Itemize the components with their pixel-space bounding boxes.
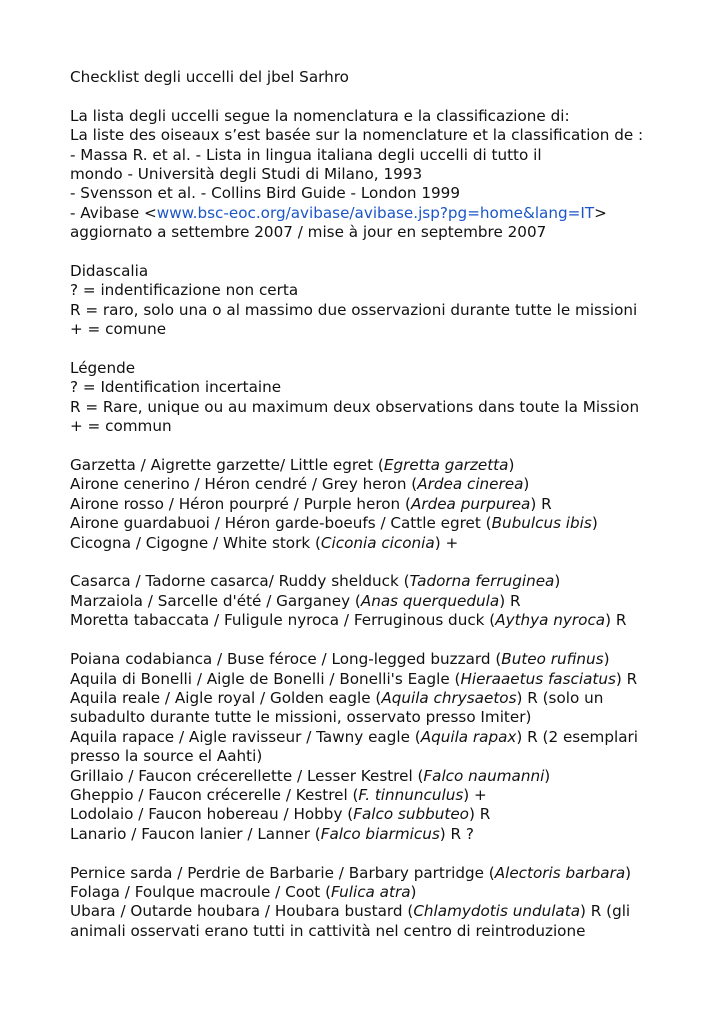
species-entry-continuation	[70, 922, 700, 941]
status-suffix: )	[523, 475, 530, 494]
common-names: Lanario / Faucon lanier / Lanner (	[70, 824, 321, 843]
species-entry-continuation	[70, 747, 700, 766]
scientific-name: Egretta garzetta	[383, 456, 509, 475]
status-suffix: )	[591, 514, 598, 533]
avibase-link[interactable]: www.bsc-eoc.org/avibase/avibase.jsp?pg=home&lang=IT	[156, 203, 595, 222]
intro-section	[70, 107, 700, 243]
species-entry	[70, 825, 700, 844]
species-entry	[70, 514, 700, 533]
spacer	[70, 437, 700, 456]
common-names: Lodolaio / Faucon hobereau / Hobby (	[70, 805, 354, 824]
legend-item: + = commun	[70, 417, 172, 436]
species-group-raptors	[70, 650, 700, 844]
scientific-name: Chlamydotis undulata	[413, 902, 581, 921]
legend-item: ? = indentificazione non certa	[70, 281, 299, 300]
common-names: Airone cenerino / Héron cendré / Grey heron (	[70, 475, 418, 494]
scientific-name: Bubulcus ibis	[491, 514, 592, 533]
status-suffix: ) +	[434, 533, 459, 552]
common-names: Airone rosso / Héron pourpré / Purple heron (	[70, 494, 411, 513]
spacer	[70, 243, 700, 262]
status-suffix: ) R	[468, 805, 491, 824]
spacer	[70, 87, 700, 106]
intro-line-it: La lista degli uccelli segue la nomenclatura e la classificazione di:	[70, 106, 570, 125]
scientific-name: Ciconia ciconia	[320, 533, 435, 552]
species-group-herons-storks	[70, 456, 700, 553]
status-suffix: ) R	[530, 494, 552, 513]
species-entry	[70, 728, 700, 747]
scientific-name: Aquila rapax	[420, 727, 517, 746]
scientific-name: Ardea cinerea	[417, 475, 524, 494]
scientific-name: Falco biarmicus	[320, 824, 440, 843]
spacer	[70, 340, 700, 359]
common-names: Aquila rapace / Aigle ravisseur / Tawny eagle (	[70, 727, 421, 746]
scientific-name: Hieraaetus fasciatus	[460, 669, 616, 688]
status-suffix: )	[625, 863, 632, 882]
species-entry	[70, 475, 700, 494]
status-suffix: ) R	[499, 591, 521, 610]
legend-item: R = raro, solo una o al massimo due osservazioni durante tutte le missioni	[70, 300, 638, 319]
common-names: Casarca / Tadorne casarca/ Ruddy shelduck (	[70, 572, 410, 591]
spacer	[70, 553, 700, 572]
legend-heading: Légende	[70, 359, 136, 378]
reference-massa-2: mondo - Università degli Studi di Milano, 1993	[70, 165, 423, 184]
species-entry	[70, 689, 700, 708]
common-names: Pernice sarda / Perdrie de Barbarie / Barbary partridge (	[70, 863, 495, 882]
species-entry	[70, 883, 700, 902]
scientific-name: Falco naumanni	[423, 766, 545, 785]
common-names: Ubara / Outarde houbara / Houbara bustard (	[70, 902, 414, 921]
common-names: Poiana codabianca / Buse féroce / Long-legged buzzard (	[70, 650, 502, 669]
legend-item: ? = Identification incertaine	[70, 378, 282, 397]
species-entry	[70, 786, 700, 805]
intro-line-fr: La liste des oiseaux s’est basée sur la nomenclature et la classification de :	[70, 126, 644, 145]
status-suffix: ) R ?	[439, 824, 474, 843]
status-suffix: ) R (gli	[580, 902, 631, 921]
scientific-name: Alectoris barbara	[494, 863, 626, 882]
legend-item: R = Rare, unique ou au maximum deux observations dans toute la Mission	[70, 397, 640, 416]
species-entry	[70, 611, 700, 630]
species-entry	[70, 864, 700, 883]
reference-massa-1: - Massa R. et al. - Lista in lingua italiana degli uccelli di tutto il	[70, 145, 542, 164]
scientific-name: Aquila chrysaetos	[381, 688, 517, 707]
common-names: Airone guardabuoi / Héron garde-boeufs / Cattle egret (	[70, 514, 492, 533]
common-names: animali osservati erano tutti in cattività nel centro di reintroduzione	[70, 921, 586, 940]
status-suffix: ) R (2 esemplari	[516, 727, 638, 746]
document-title: Checklist degli uccelli del jbel Sarhro	[70, 68, 349, 86]
status-suffix: )	[410, 882, 417, 901]
species-entry	[70, 572, 700, 591]
species-entry	[70, 592, 700, 611]
avibase-suffix: >	[594, 203, 607, 222]
common-names: Moretta tabaccata / Fuligule nyroca / Ferruginous duck (	[70, 611, 496, 630]
legend-heading: Didascalia	[70, 262, 149, 281]
common-names: Folaga / Foulque macroule / Coot (	[70, 882, 332, 901]
species-entry	[70, 670, 700, 689]
status-suffix: )	[603, 650, 610, 669]
scientific-name: Ardea purpurea	[410, 494, 531, 513]
status-suffix: ) R	[605, 611, 627, 630]
scientific-name: Buteo rufinus	[501, 650, 604, 669]
scientific-name: Tadorna ferruginea	[409, 572, 555, 591]
legend-italian	[70, 262, 700, 340]
scientific-name: Fulica atra	[331, 882, 411, 901]
update-date: aggiornato a settembre 2007 / mise à jour en septembre 2007	[70, 223, 547, 242]
avibase-prefix: - Avibase <	[70, 203, 157, 222]
spacer	[70, 844, 700, 863]
status-suffix: )	[544, 766, 551, 785]
species-entry	[70, 767, 700, 786]
status-suffix: )	[554, 572, 561, 591]
species-entry	[70, 534, 700, 553]
scientific-name: Anas querquedula	[360, 591, 500, 610]
reference-avibase	[70, 204, 700, 223]
status-suffix: ) +	[463, 785, 487, 804]
species-entry	[70, 805, 700, 824]
legend-item: + = comune	[70, 320, 167, 339]
common-names: Grillaio / Faucon crécerellette / Lesser Kestrel (	[70, 766, 424, 785]
scientific-name: Aythya nyroca	[495, 611, 606, 630]
legend-french	[70, 359, 700, 437]
common-names: Garzetta / Aigrette garzette/ Little egret (	[70, 456, 384, 475]
common-names: Gheppio / Faucon crécerelle / Kestrel (	[70, 785, 359, 804]
scientific-name: Falco subbuteo	[353, 805, 469, 824]
species-entry	[70, 456, 700, 475]
species-entry	[70, 902, 700, 921]
document-page	[70, 68, 700, 941]
common-names: Marzaiola / Sarcelle d'été / Garganey (	[70, 591, 361, 610]
common-names: Aquila di Bonelli / Aigle de Bonelli / Bonelli's Eagle (	[70, 669, 461, 688]
species-entry	[70, 650, 700, 669]
reference-svensson: - Svensson et al. - Collins Bird Guide - London 1999	[70, 184, 460, 203]
species-group-ducks	[70, 572, 700, 630]
species-group-galliformes-rails-bustards	[70, 864, 700, 942]
species-entry	[70, 495, 700, 514]
species-entry-continuation	[70, 708, 700, 727]
spacer	[70, 631, 700, 650]
status-suffix: ) R	[615, 669, 638, 688]
scientific-name: F. tinnunculus	[358, 785, 464, 804]
status-suffix: )	[508, 456, 515, 475]
common-names: Cicogna / Cigogne / White stork (	[70, 533, 321, 552]
common-names: subadulto durante tutte le missioni, osservato presso Imiter)	[70, 708, 532, 727]
common-names: Aquila reale / Aigle royal / Golden eagle (	[70, 688, 382, 707]
status-suffix: ) R (solo un	[516, 688, 604, 707]
common-names: presso la source el Aahti)	[70, 747, 263, 766]
